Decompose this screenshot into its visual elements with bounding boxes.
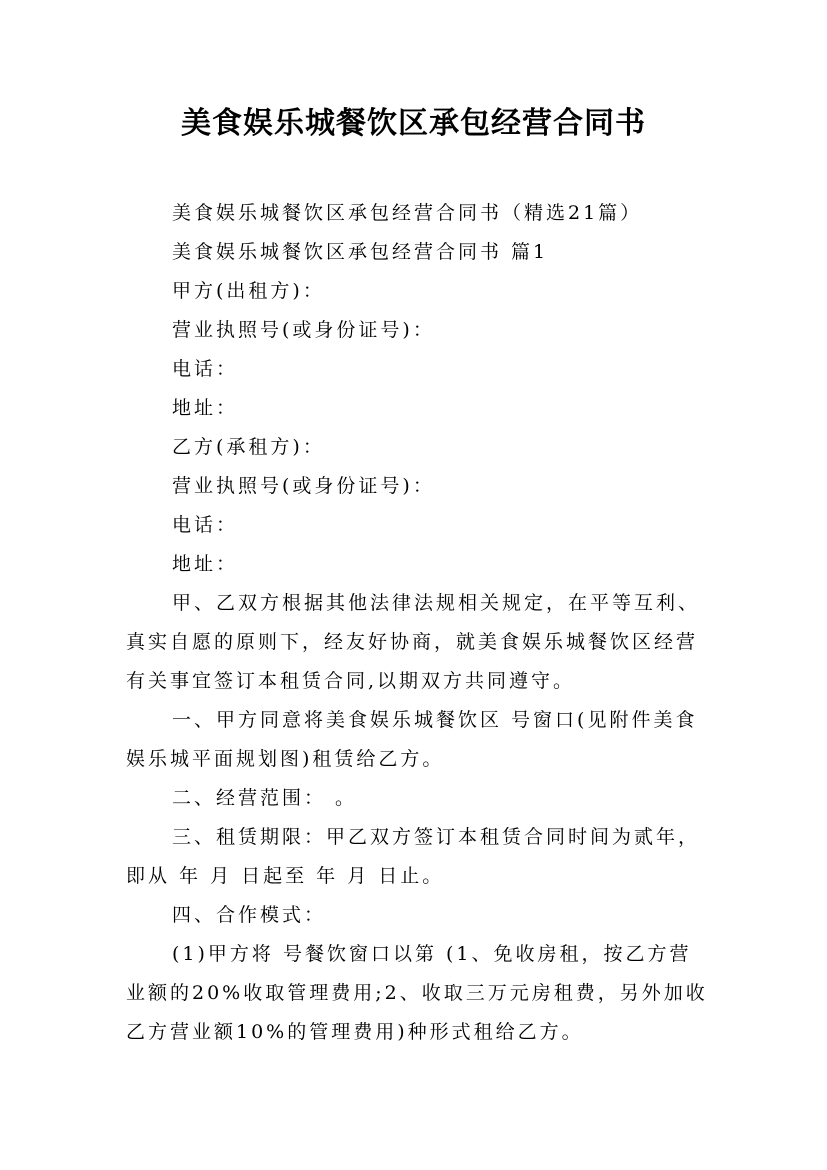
party-a-address-line: 地址： bbox=[172, 397, 239, 419]
party-b-address-line: 地址： bbox=[172, 553, 239, 575]
party-a-license-line: 营业执照号(或身份证号)： bbox=[172, 319, 435, 341]
party-b-license-line: 营业执照号(或身份证号)： bbox=[172, 475, 435, 497]
subtitle-line: 美食娱乐城餐饮区承包经营合同书（精选21篇） bbox=[172, 202, 643, 224]
clause-3-line: 三、租赁期限：甲乙双方签订本租赁合同时间为贰年， bbox=[172, 826, 701, 848]
clause-4-heading: 四、合作模式： bbox=[172, 904, 327, 926]
paragraph-line: 有关事宜签订本租赁合同,以期双方共同遵守。 bbox=[126, 670, 576, 692]
section-heading: 美食娱乐城餐饮区承包经营合同书 篇1 bbox=[172, 241, 549, 263]
clause-3-line: 即从 年 月 日起至 年 月 日止。 bbox=[126, 865, 445, 887]
party-a-label: 甲方(出租方)： bbox=[172, 280, 325, 302]
clause-4-line: 乙方营业额10%的管理费用)种形式租给乙方。 bbox=[126, 1021, 584, 1043]
clause-1-line: 一、甲方同意将美食娱乐城餐饮区 号窗口(见附件美食 bbox=[172, 709, 698, 731]
paragraph-line: 甲、乙双方根据其他法律法规相关规定，在平等互利、 bbox=[172, 592, 701, 614]
party-b-label: 乙方(承租方)： bbox=[172, 436, 325, 458]
party-b-phone-line: 电话： bbox=[172, 514, 239, 536]
clause-4-line: 业额的20%收取管理费用;2、收取三万元房租费，另外加收 bbox=[126, 982, 708, 1004]
clause-2-line: 二、经营范围： 。 bbox=[172, 787, 358, 809]
clause-4-line: (1)甲方将 号餐饮窗口以第 (1、免收房租，按乙方营 bbox=[172, 943, 692, 965]
clause-1-line: 娱乐城平面规划图)租赁给乙方。 bbox=[126, 748, 445, 770]
document-title: 美食娱乐城餐饮区承包经营合同书 bbox=[181, 106, 646, 141]
paragraph-line: 真实自愿的原则下，经友好协商，就美食娱乐城餐饮区经营 bbox=[126, 631, 699, 653]
party-a-phone-line: 电话： bbox=[172, 358, 239, 380]
